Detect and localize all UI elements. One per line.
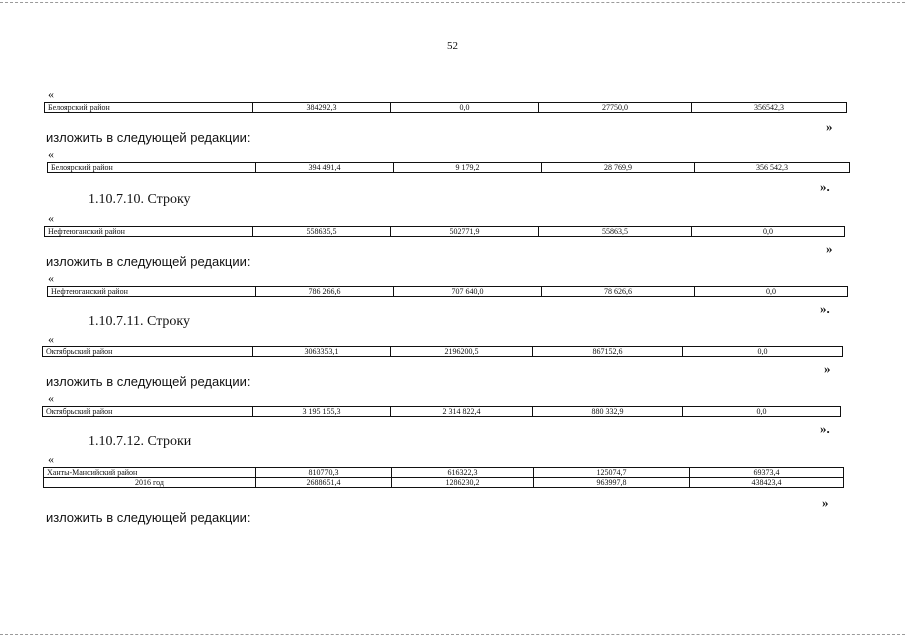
value-cell: 28 769,9 [542, 163, 695, 173]
table-row [48, 287, 848, 297]
value-cell: 356 542,3 [695, 163, 850, 173]
close-quote: » [824, 361, 831, 376]
row-name-cell: Ханты-Мансийский район [44, 468, 256, 478]
value-cell: 78 626,6 [542, 287, 695, 297]
table-row [44, 478, 844, 488]
table-row [44, 468, 844, 478]
table-old-khanty-mansiysky [43, 467, 844, 488]
instruction-text: изложить в следующей редакции: [46, 374, 251, 389]
value-cell: 880 332,9 [533, 407, 683, 417]
section-heading: 1.10.7.12. Строки [88, 434, 192, 449]
instruction-text: изложить в следующей редакции: [46, 254, 251, 269]
row-name-cell: 2016 год [44, 478, 256, 488]
open-quote: « [48, 87, 54, 101]
close-quote: » [822, 495, 829, 510]
value-cell: 55863,5 [539, 227, 692, 237]
value-cell: 69373,4 [690, 468, 844, 478]
value-cell: 27750,0 [539, 103, 692, 113]
value-cell: 963997,8 [534, 478, 690, 488]
value-cell: 438423,4 [690, 478, 844, 488]
open-quote: « [48, 391, 54, 405]
value-cell: 2 314 822,4 [391, 407, 533, 417]
table-new-nefteyugansky [47, 286, 848, 297]
value-cell: 3063353,1 [253, 347, 391, 357]
value-cell: 9 179,2 [394, 163, 542, 173]
value-cell: 558635,5 [253, 227, 391, 237]
value-cell: 384292,3 [253, 103, 391, 113]
table-row [45, 103, 847, 113]
table-new-oktyabrsky [42, 406, 841, 417]
close-quote: ». [820, 179, 830, 194]
row-name-cell: Нефтеюганский район [48, 287, 256, 297]
value-cell: 356542,3 [692, 103, 847, 113]
value-cell: 0,0 [683, 347, 843, 357]
instruction-text: изложить в следующей редакции: [46, 130, 251, 145]
section-heading: 1.10.7.10. Строку [88, 192, 191, 207]
open-quote: « [48, 271, 54, 285]
open-quote: « [48, 332, 54, 346]
value-cell: 0,0 [683, 407, 841, 417]
scan-top-edge [0, 2, 905, 3]
scan-bottom-edge [0, 634, 905, 635]
instruction-text: изложить в следующей редакции: [46, 510, 251, 525]
value-cell: 2196200,5 [391, 347, 533, 357]
value-cell: 394 491,4 [256, 163, 394, 173]
value-cell: 786 266,6 [256, 287, 394, 297]
table-old-beloyarsky [44, 102, 847, 113]
value-cell: 3 195 155,3 [253, 407, 391, 417]
table-row [43, 347, 843, 357]
value-cell: 707 640,0 [394, 287, 542, 297]
value-cell: 502771,9 [391, 227, 539, 237]
value-cell: 125074,7 [534, 468, 690, 478]
table-row [43, 407, 841, 417]
table-row [48, 163, 850, 173]
row-name-cell: Октябрьский район [43, 347, 253, 357]
row-name-cell: Нефтеюганский район [45, 227, 253, 237]
close-quote: ». [820, 421, 830, 436]
open-quote: « [48, 211, 54, 225]
value-cell: 0,0 [692, 227, 845, 237]
table-old-nefteyugansky [44, 226, 845, 237]
section-heading: 1.10.7.11. Строку [88, 314, 191, 329]
value-cell: 867152,6 [533, 347, 683, 357]
row-name-cell: Белоярский район [45, 103, 253, 113]
table-new-beloyarsky [47, 162, 850, 173]
open-quote: « [48, 147, 54, 161]
value-cell: 810770,3 [256, 468, 392, 478]
page-number: 52 [447, 40, 458, 52]
table-row [45, 227, 845, 237]
value-cell: 1286230,2 [392, 478, 534, 488]
value-cell: 2688651,4 [256, 478, 392, 488]
value-cell: 616322,3 [392, 468, 534, 478]
table-old-oktyabrsky [42, 346, 843, 357]
close-quote: » [826, 241, 833, 256]
value-cell: 0,0 [391, 103, 539, 113]
value-cell: 0,0 [695, 287, 848, 297]
close-quote: » [826, 119, 833, 134]
row-name-cell: Октябрьский район [43, 407, 253, 417]
row-name-cell: Белоярский район [48, 163, 256, 173]
open-quote: « [48, 452, 54, 466]
close-quote: ». [820, 301, 830, 316]
